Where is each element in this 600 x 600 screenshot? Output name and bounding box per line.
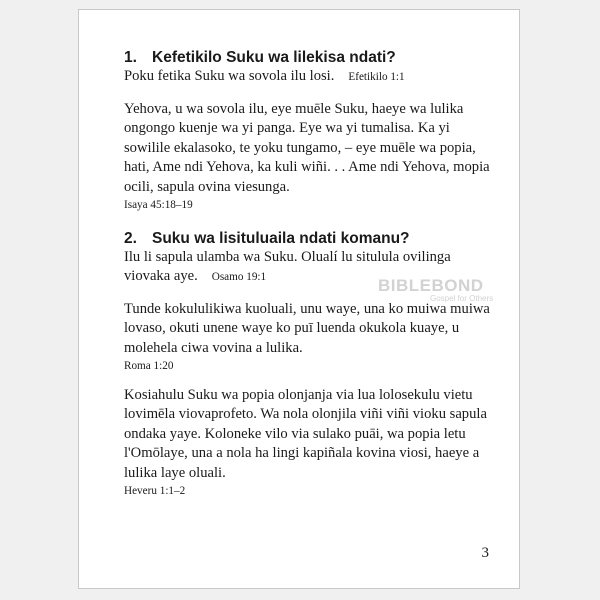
question-heading — [124, 48, 496, 67]
scripture-reference: Heveru 1:1–2 — [124, 484, 186, 497]
scripture-reference: Efetikilo 1:1 — [348, 71, 405, 83]
answer-text — [124, 248, 496, 288]
watermark-tagline: Gospel for Others — [430, 294, 494, 303]
page-number: 3 — [481, 545, 489, 561]
question-number: 2. — [124, 229, 137, 247]
answer-sentence: Poku fetika Suku wa sovola ilu losi. — [124, 68, 335, 84]
answer-text — [124, 67, 496, 88]
scripture-reference: Roma 1:20 — [124, 359, 174, 372]
question-title: Kefetikilo Suku wa lilekisa ndati? — [152, 49, 396, 66]
answer-sentence: Ilu li sapula ulamba wa Suku. Olualí lu situlula ovilinga viovaka aye. — [124, 248, 451, 285]
question-number: 1. — [124, 49, 137, 66]
question-title: Suku wa lisituluaila ndati komanu? — [152, 229, 410, 247]
scripture-reference: Osamo 19:1 — [211, 271, 267, 284]
book-page — [78, 9, 520, 589]
scripture-quote: Yehova, u wa sovola ilu, eye muēle Suku, haeye wa lulika ongongo kuenje wa yi panga. Eye wa yi tumalisa. Ka yi sowilile ekalasoko, te yoku tungamo, – eye muēle wa popia, hati, Ame ndi Yehova, ka kuli wiñi. . . Ame ndi Yehova, mopia ocili, sapula ovina viesunga. — [124, 100, 490, 195]
scripture-quote: Tunde kokululikiwa kuoluali, unu waye, una ko muiwa muiwa lovaso, okuti unene waye ko puī luenda okukola kuaye, u molehela ciwa vovina a lulika. — [124, 300, 490, 356]
scripture-quote: Kosiahulu Suku wa popia olonjanja via lua lolosekulu vietu lovimēla viovaprofeto. Wa nola olonjila viñi viñi vioku sapula ondaka yaye. Koloneke vilo via sulako puāi, wa popia letu l'Omōlaye, una a nola ha lingi kapiñala kovina viosi, haeye a lulika laye oluali. — [124, 386, 487, 481]
watermark-brand: BIBLEBOND — [378, 276, 484, 295]
page-content — [124, 48, 496, 499]
question-heading — [124, 229, 496, 248]
scripture-reference: Isaya 45:18–19 — [124, 198, 193, 211]
